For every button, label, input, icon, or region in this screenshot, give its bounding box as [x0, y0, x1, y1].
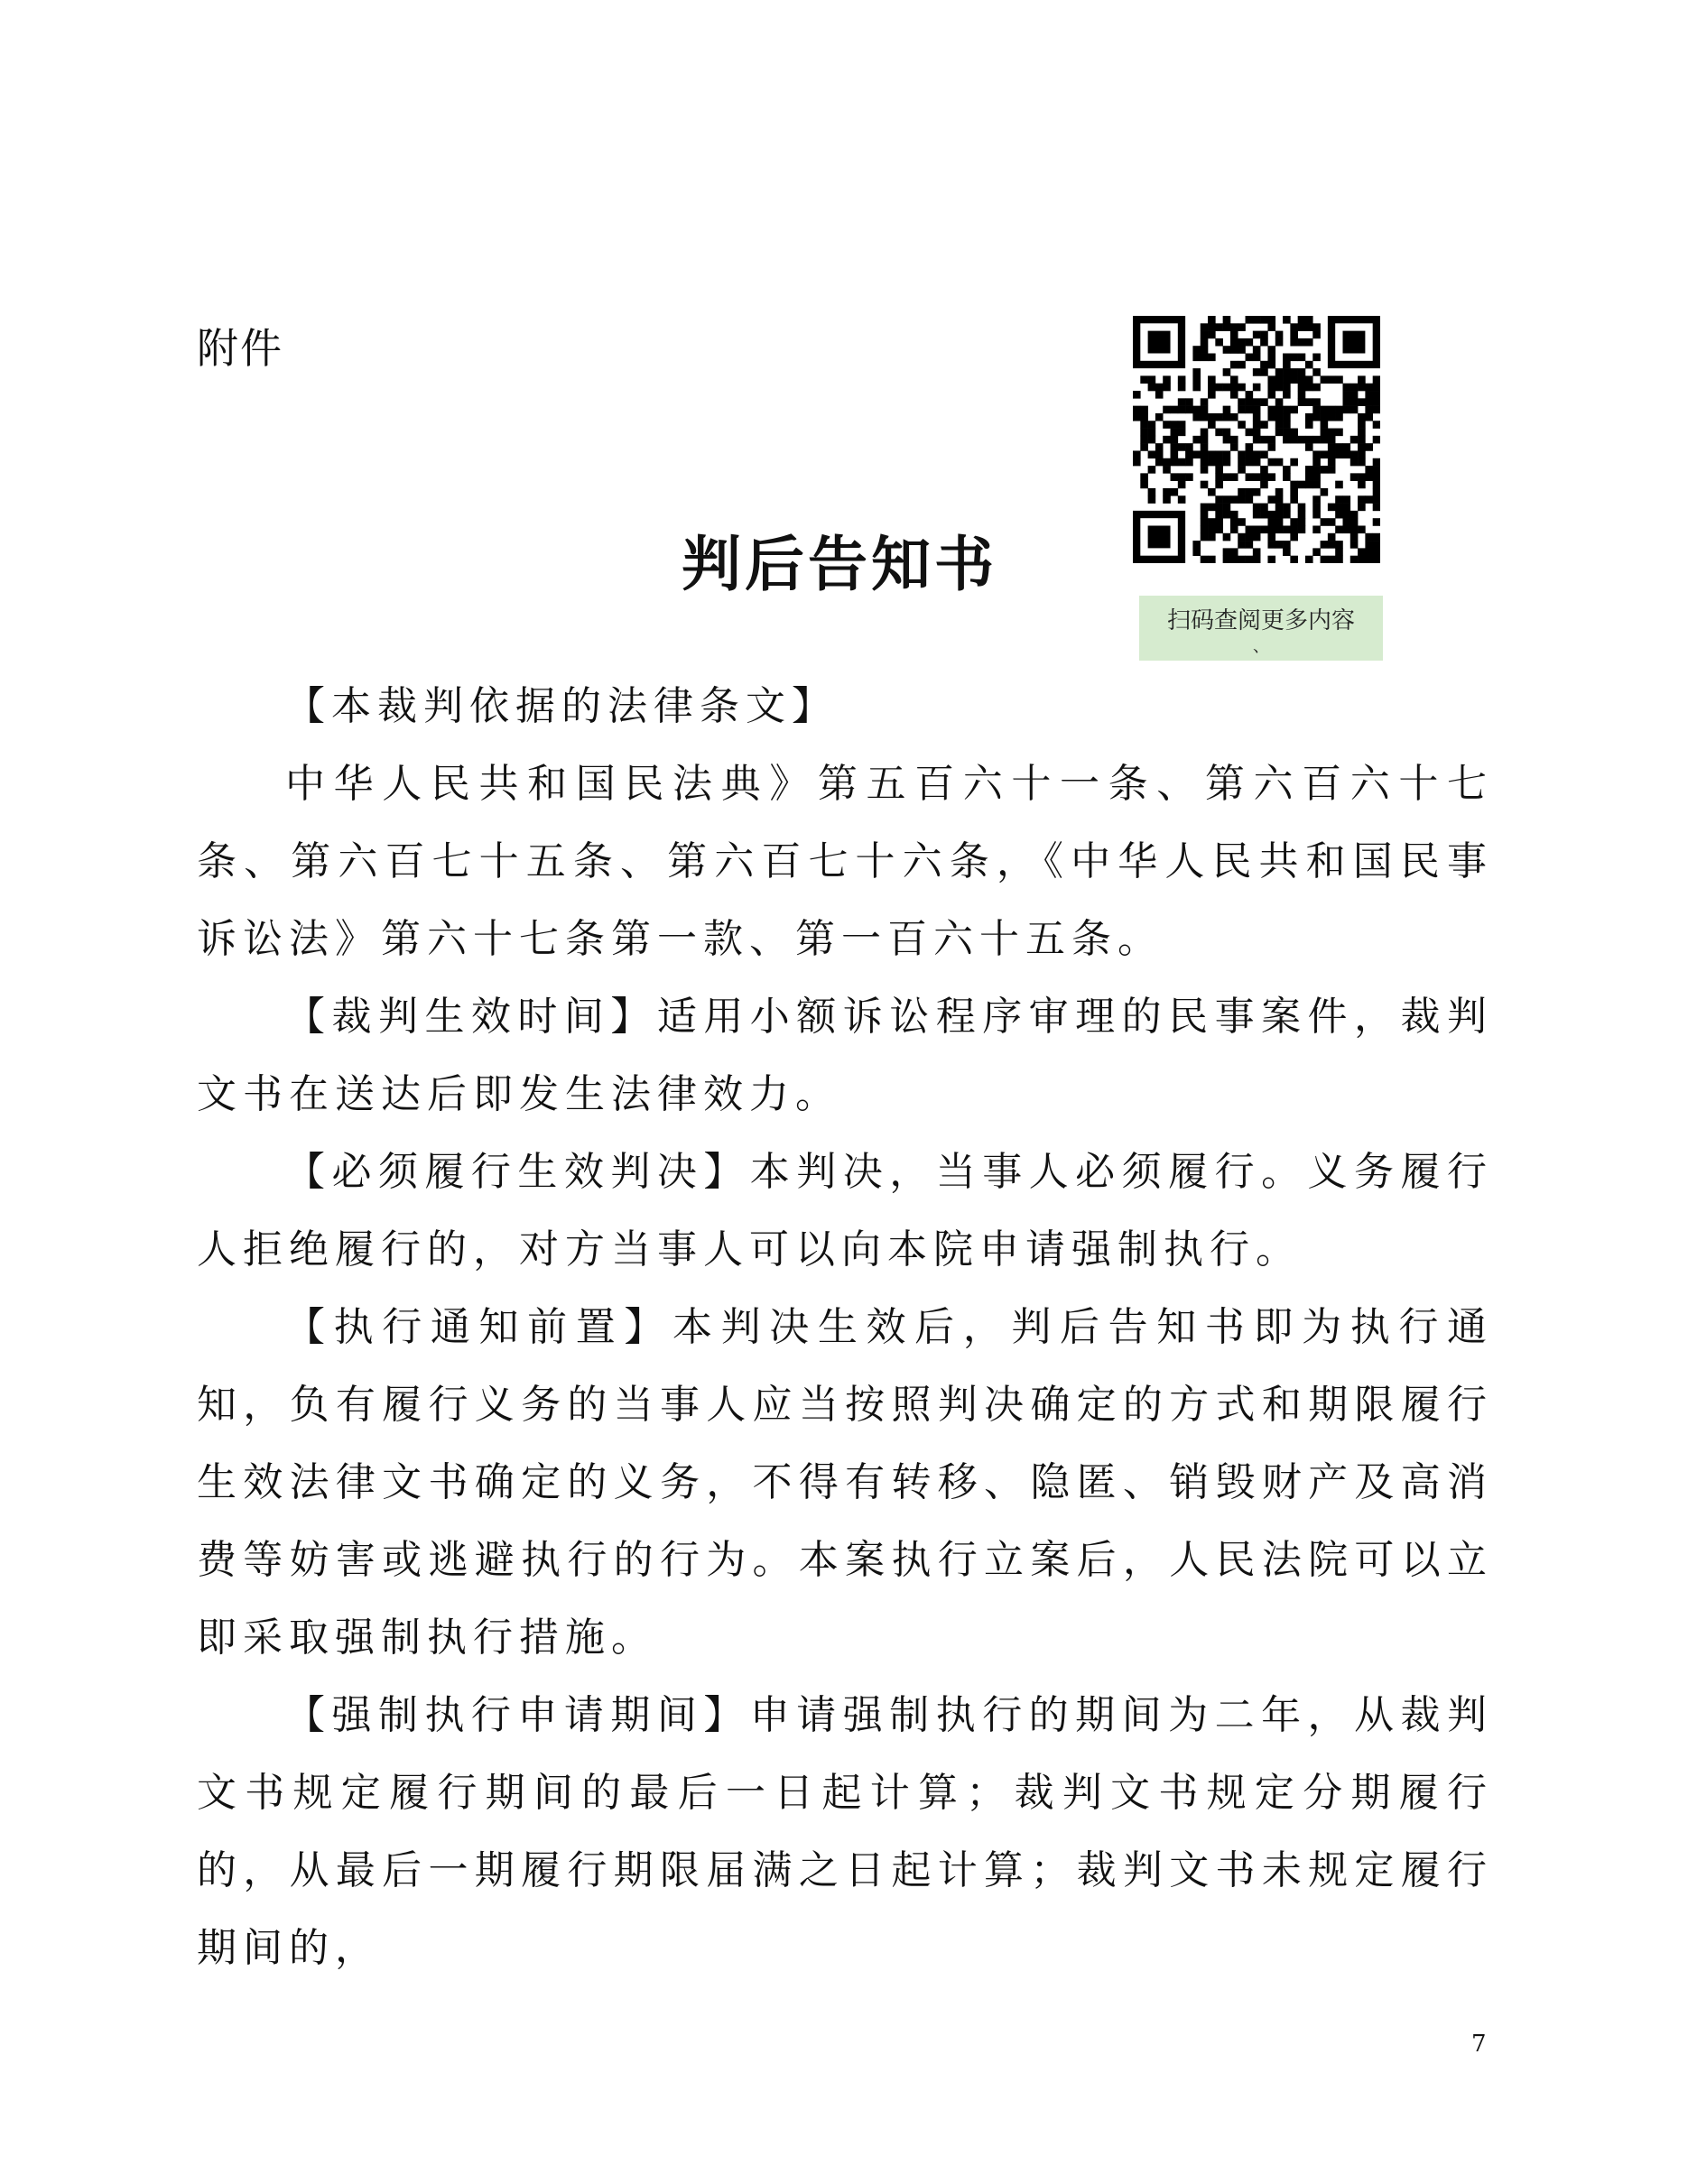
paragraph-legal-basis: 中华人民共和国民法典》第五百六十一条、第六百六十七条、第六百七十五条、第六百七十六条，《中华人民共和国民事诉讼法》第六十七条第一款、第一百六十五条。 — [197, 761, 1493, 962]
paragraph-effective-time: 【裁判生效时间】适用小额诉讼程序审理的民事案件，裁判文书在送达后即发生法律效力。 — [197, 994, 1493, 1117]
qr-code[interactable] — [1133, 316, 1380, 563]
qr-code-image — [1133, 316, 1380, 563]
page-number: 7 — [1471, 2031, 1487, 2058]
paragraph-legal-basis-heading: 【本裁判依据的法律条文】 — [285, 683, 838, 729]
document-title: 判后告知书 — [682, 529, 997, 599]
document-body — [197, 668, 1493, 1987]
qr-caption-mark: 、 — [1253, 637, 1269, 656]
paragraph-execution-period: 【强制执行申请期间】申请强制执行的期间为二年，从裁判文书规定履行期间的最后一日起计算；裁判文书规定分期履行的，从最后一期履行期限届满之日起计算；裁判文书未规定履行期间的， — [197, 1692, 1493, 1971]
paragraph-must-perform: 【必须履行生效判决】本判决，当事人必须履行。义务履行人拒绝履行的，对方当事人可以向本院申请强制执行。 — [197, 1149, 1493, 1272]
paragraph-execution-notice: 【执行通知前置】本判决生效后，判后告知书即为执行通知，负有履行义务的当事人应当按照判决确定的方式和期限履行生效法律文书确定的义务，不得有转移、隐匿、销毁财产及高消费等妨害或逃避执行的行为。本案执行立案后，人民法院可以立即采取强制执行措施。 — [197, 1304, 1493, 1661]
annex-label: 附件 — [197, 324, 283, 373]
qr-caption — [1139, 596, 1383, 661]
qr-caption-text: 扫码查阅更多内容 — [1166, 607, 1355, 634]
